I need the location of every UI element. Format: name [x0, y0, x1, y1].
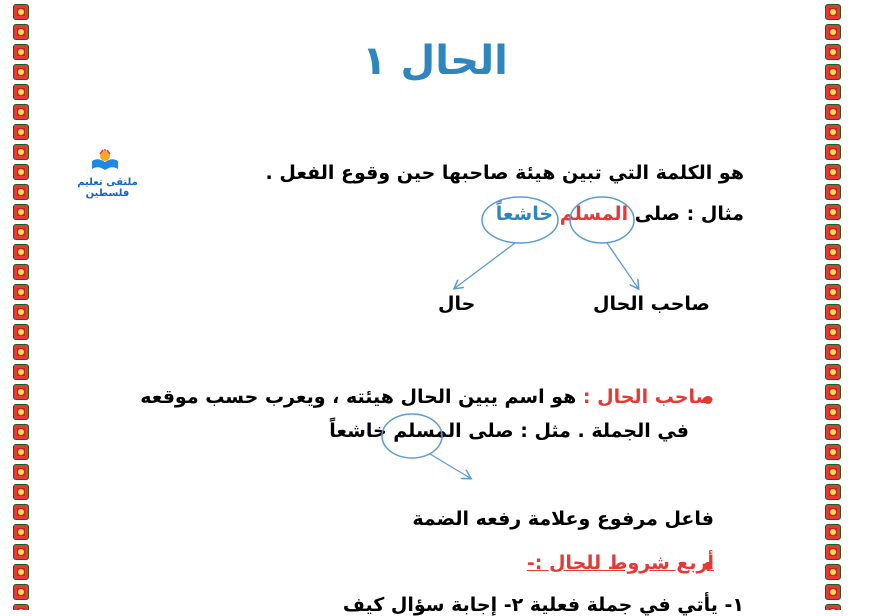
flower-border-icon [825, 444, 841, 460]
flower-border-icon [825, 424, 841, 440]
logo [60, 143, 155, 198]
example-sentence [496, 203, 744, 225]
sahib-al-hal-label: صاحب الحال [593, 293, 710, 315]
flower-border-icon [825, 324, 841, 340]
flower-border-icon [13, 384, 29, 400]
flower-border-icon [825, 204, 841, 220]
flower-border-icon [825, 604, 841, 610]
flower-border-icon [825, 544, 841, 560]
flower-border-icon [825, 464, 841, 480]
flower-border-icon [13, 244, 29, 260]
conditions-list-partial: ١- يأتي في جملة فعلية ٢- إجابة سؤال كيف [342, 594, 744, 616]
logo-text: ملتقى تعليم فلسطين [77, 177, 138, 199]
flower-border-icon [825, 304, 841, 320]
flower-border-icon [13, 424, 29, 440]
flower-border-icon [825, 364, 841, 380]
conditions-heading [527, 552, 714, 574]
example-sahib-word: المسلم [559, 203, 629, 225]
flower-border-icon [13, 264, 29, 280]
flower-border-icon [13, 444, 29, 460]
flower-border-icon [13, 464, 29, 480]
flower-border-icon [13, 204, 29, 220]
flower-border-icon [13, 164, 29, 180]
sahib-definition-line1 [140, 386, 714, 408]
flower-border-icon [13, 284, 29, 300]
flower-border-icon [825, 184, 841, 200]
flower-border-icon [825, 344, 841, 360]
sahib-arrow-2 [430, 454, 470, 478]
sahib-definition-line2: في الجملة . مثل : صلى المسلم خاشعاً [329, 420, 689, 442]
flower-border-icon [13, 324, 29, 340]
flower-border-icon [13, 304, 29, 320]
flower-border-icon [825, 124, 841, 140]
conditions-heading-text: أربع شروط للحال :- [526, 552, 714, 574]
flower-border-icon [13, 144, 29, 160]
sahib-term: صاحب الحال : [582, 386, 714, 408]
flower-border-icon [825, 264, 841, 280]
example-hal-word: خاشعاً [495, 203, 560, 225]
sahib-arrow [607, 243, 638, 288]
sahib-definition-text: هو اسم يبين الحال هيئته ، ويعرب حسب موقعه [140, 386, 583, 408]
flower-border-icon [825, 164, 841, 180]
flower-border-icon [13, 104, 29, 120]
definition-text: هو الكلمة التي تبين هيئة صاحبها حين وقوع الفعل . [265, 162, 744, 184]
flower-border-icon [13, 484, 29, 500]
flower-border-icon [13, 84, 29, 100]
flower-border-icon [13, 4, 29, 20]
flower-border-icon [825, 224, 841, 240]
flower-border-icon [825, 64, 841, 80]
flower-border-icon [825, 84, 841, 100]
flower-border-icon [13, 564, 29, 580]
flower-border-icon [13, 344, 29, 360]
flower-border-icon [13, 524, 29, 540]
book-logo-icon [90, 149, 120, 171]
page-title: الحال ١ [362, 38, 508, 84]
flower-border-icon [825, 284, 841, 300]
flower-border-icon [13, 64, 29, 80]
flower-border-icon [825, 564, 841, 580]
flower-border-icon [13, 584, 29, 600]
flower-border-icon [13, 24, 29, 40]
flower-border-icon [825, 524, 841, 540]
flower-border-icon [13, 544, 29, 560]
flower-border-icon [825, 144, 841, 160]
flower-border-icon [825, 404, 841, 420]
flower-border-icon [13, 224, 29, 240]
flower-border-icon [13, 504, 29, 520]
left-decorative-border [8, 0, 34, 610]
flower-border-icon [825, 584, 841, 600]
flower-border-icon [13, 124, 29, 140]
hal-arrow [455, 243, 515, 288]
hal-label: حال [438, 293, 476, 315]
right-decorative-border [820, 0, 846, 610]
fael-explanation: فاعل مرفوع وعلامة رفعه الضمة [412, 508, 714, 530]
flower-border-icon [13, 404, 29, 420]
flower-border-icon [13, 44, 29, 60]
flower-border-icon [13, 184, 29, 200]
example-prefix: مثال : صلى [628, 203, 744, 225]
flower-border-icon [825, 104, 841, 120]
flower-border-icon [825, 504, 841, 520]
flower-border-icon [825, 384, 841, 400]
flower-border-icon [825, 484, 841, 500]
flower-border-icon [825, 44, 841, 60]
flower-border-icon [13, 364, 29, 380]
flower-border-icon [13, 604, 29, 610]
flower-border-icon [825, 24, 841, 40]
flower-border-icon [825, 4, 841, 20]
flower-border-icon [825, 244, 841, 260]
